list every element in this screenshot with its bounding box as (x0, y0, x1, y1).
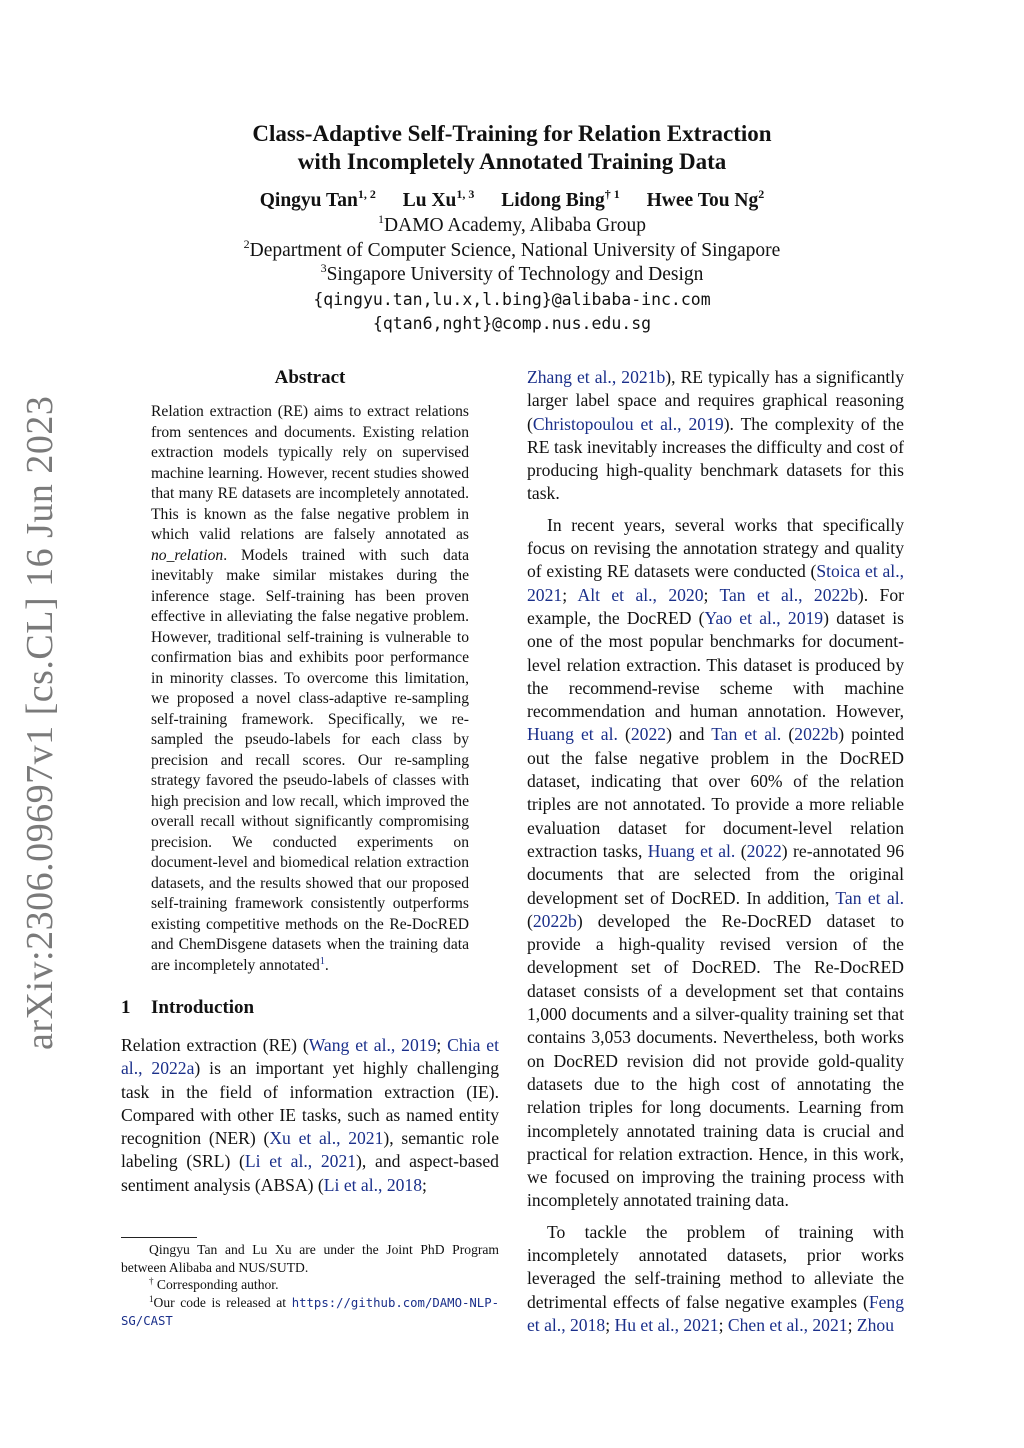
title-line-1: Class-Adaptive Self-Training for Relation Extraction (252, 121, 772, 146)
footnote-corresponding: † Corresponding author. (149, 1276, 279, 1292)
citation-link[interactable]: Yao et al., 2019 (704, 607, 824, 628)
citation-link[interactable]: Alt et al., 2020 (577, 584, 704, 605)
citation-link[interactable]: Chia et al., 2022a (121, 1035, 499, 1079)
footnotes (121, 1241, 499, 1331)
citation-link[interactable]: 2022b (794, 724, 839, 745)
right-paragraph-1: In recent years, several works that specifically focus on revising the annotation strategy and quality of existing RE datasets were conducted (Stoica et al., 2021; Alt et al., 2020; Tan et al., 2022b). For example, the DocRED (Yao et al., 2019) dataset is one of the most popular benchmarks for document-level relation extraction. This dataset is produced by the recommend-revise scheme with machine recommendation and human annotation. However, Huang et al. (2022) and Tan et al. (2022b) pointed out the false negative problem in the DocRED dataset, indicating that over 60% of the relation triples are not annotated. To provide a more reliable evaluation dataset for document-level relation extraction tasks, Huang et al. (2022) re-annotated 96 documents that are selected from the original development set of DocRED. In addition, Tan et al. (2022b) developed the Re-DocRED dataset to provide a high-quality revised version of the development set of DocRED. The Re-DocRED dataset consists of a development set that contains 1,000 documents and a silver-quality training set that contains 3,053 documents. Nevertheless, both works on DocRED revision did not provide gold-quality datasets due to the high cost of annotating the relation triples for long documents. Learning from incompletely annotated training data is crucial and practical for relation extraction. Hence, in this work, we focused on improving the training process with incompletely annotated training data. (527, 514, 905, 1211)
citation-link[interactable]: 2022 (630, 724, 667, 745)
citation-link[interactable]: Tan et al., 2022b (719, 584, 858, 605)
citation-link[interactable]: Tan et al. (835, 887, 904, 908)
code-url-link[interactable]: https://github.com/DAMO-NLP-SG/CAST (121, 1295, 499, 1328)
citation-link[interactable]: Zhou (856, 1314, 895, 1335)
footnote-code: $^1$Our code is released at https://github.com/DAMO-NLP-SG/CAST (121, 1293, 499, 1328)
citation-link[interactable]: Huang et al. (647, 840, 736, 861)
affiliation: $^3$Singapore University of Technology and Design (320, 261, 704, 285)
right-paragraph-0: Zhang et al., 2021b), RE typically has a significantly larger label space and requires graphical reasoning (Christopoulou et al., 2019). The complexity of the RE task inevitably increases the difficulty and cost of producing high-quality benchmark datasets for this task. (527, 367, 904, 504)
right-column (527, 366, 904, 1337)
intro-paragraph-1: Relation extraction (RE) (Wang et al., 2019; Chia et al., 2022a) is an important yet highly challenging task in the field of information extraction (IE). Compared with other IE tasks, such as named entity recognition (NER) (Xu et al., 2021), semantic role labeling (SRL) (Li et al., 2021), and aspect-based sentiment analysis (ABSA) (Li et al., 2018; (121, 1035, 500, 1195)
author: Hwee Tou Ng$^2$ (646, 187, 765, 211)
left-column (121, 366, 499, 1197)
arxiv-identifier-stamp: arXiv:2306.09697v1 [cs.CL] 16 Jun 2023 (19, 395, 61, 1050)
title-line-2: with Incompletely Annotated Training Data (297, 149, 727, 174)
citation-link[interactable]: Wang et al., 2019 (308, 1035, 437, 1055)
footnote-joint-phd: Qingyu Tan and Lu Xu are under the Joint PhD Program between Alibaba and NUS/SUTD. (121, 1242, 499, 1275)
citation-link[interactable]: Li et al., 2018 (323, 1174, 423, 1195)
citation-link[interactable]: Christopoulou et al., 2019 (532, 413, 724, 434)
citation-link[interactable]: Stoica et al., 2021 (527, 561, 904, 605)
citation-link[interactable]: Tan et al. (711, 724, 782, 745)
affiliation: $^2$Department of Computer Science, National University of Singapore (243, 236, 781, 261)
email-line: {qingyu.tan,lu.x,l.bing}@alibaba-inc.com (313, 289, 711, 309)
citation-link[interactable]: Hu et al., 2021 (614, 1314, 719, 1335)
citation-link[interactable]: 2022 (746, 840, 782, 861)
citation-link[interactable]: Huang et al. (527, 724, 618, 745)
citation-link[interactable]: Zhang et al., 2021b (527, 367, 666, 387)
author: Lidong Bing$^{\dagger 1}$ (501, 187, 620, 211)
footnote-divider (121, 1237, 197, 1238)
citation-link[interactable]: Chen et al., 2021 (727, 1314, 848, 1335)
section-heading-introduction: 1 Introduction (121, 997, 255, 1018)
email-line: {qtan6,nght}@comp.nus.edu.sg (372, 314, 652, 333)
citation-link[interactable]: Xu et al., 2021 (269, 1128, 384, 1149)
citation-link[interactable]: Li et al., 2021 (244, 1151, 357, 1172)
citation-link[interactable]: 2022b (532, 910, 577, 931)
abstract-heading: Abstract (274, 367, 346, 388)
affiliations (120, 214, 904, 337)
paper-title (120, 120, 904, 176)
author-list (120, 187, 904, 212)
affiliation: $^1$DAMO Academy, Alibaba Group (378, 212, 646, 236)
abstract-text: Relation extraction (RE) aims to extract relations from sentences and documents. Existing relation extraction models typically rely on supervised machine learning. However, recent studies showed that many RE datasets are incompletely annotated. This is known as the false negative problem in which valid relations are falsely annotated as no_relation. Models trained with such data inevitably make similar mistakes during the inference stage. Self-training has been proven effective in alleviating the false negative problem. However, traditional self-training is vulnerable to confirmation bias and exhibits poor performance in minority classes. To overcome this limitation, we proposed a novel class-adaptive re-sampling self-training framework. Specifically, we re-sampled the pseudo-labels for each class by precision and recall scores. Our re-sampling strategy favored the pseudo-labels of classes with high precision and low recall, which improved the overall recall without significantly compromising precision. We conducted experiments on document-level and biomedical relation extraction datasets, and the results showed that our proposed self-training framework consistently outperforms existing competitive methods on the Re-DocRED and ChemDisgene datasets when the training data are incompletely annotated$^1$. (151, 403, 469, 974)
citation-link[interactable]: Feng et al., 2018 (527, 1291, 904, 1335)
footnote-ref-1[interactable]: 1 (319, 955, 325, 967)
author: Lu Xu$^{1, 3}$ (402, 187, 475, 211)
right-paragraph-2: To tackle the problem of training with incompletely annotated datasets, prior works leveraged the self-training method to alleviate the detrimental effects of false negative examples (Feng et al., 2018; Hu et al., 2021; Chen et al., 2021; Zhou (527, 1221, 904, 1335)
author: Qingyu Tan$^{1, 2}$ (259, 187, 376, 211)
